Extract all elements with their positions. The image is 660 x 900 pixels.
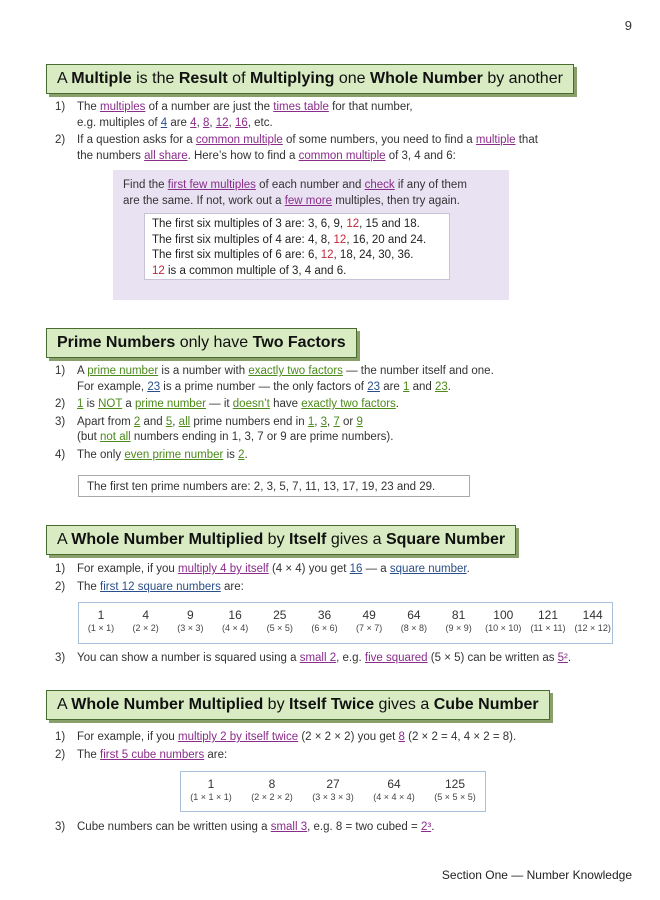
cell-value: 125: [444, 777, 466, 791]
list-item: 2) 1 is NOT a prime number — it doesn’t have exactly two factors.: [55, 398, 399, 410]
table-cell: [123, 608, 169, 634]
cell-value: 27: [326, 777, 340, 791]
cubes-list-2: [55, 820, 615, 838]
cell-value: 1: [207, 777, 215, 791]
squares-list: [55, 562, 615, 597]
cell-value: 8: [268, 777, 276, 791]
table-cell: [525, 608, 571, 634]
multiples-method-box: Find the first few multiples of each number and check if any of them are the same. If not, work out a few more multiples, then try again. The first six multiples of 3 are: 3, 6, 9, 12, 15 and 18. The first six multiples of 4 are: 4, 8, 12, 16, 20 and 24. The first six multiples of 6 are: 6, 12, 18, 24, 30, 36. 12 is a common multiple of 3, 4 and 6.: [113, 170, 509, 300]
list-item: 1) For example, if you multiply 2 by itself twice (2 × 2 × 2) you get 8 (2 × 2 = 4, 4 × 2 = 8).: [55, 731, 517, 743]
cell-value: 4: [142, 608, 150, 622]
cell-formula: (11 × 11): [530, 623, 566, 633]
cube-numbers-table: [180, 771, 486, 812]
primes-header: Prime Numbers only have Two Factors: [46, 328, 357, 358]
cell-formula: (3 × 3): [177, 623, 204, 633]
page-number: 9: [624, 18, 632, 33]
table-cell: [363, 777, 425, 803]
list-item: 1) For example, if you multiply 4 by itself (4 × 4) you get 16 — a square number.: [55, 563, 470, 575]
primes-list: [55, 364, 615, 465]
cubes-list: [55, 730, 615, 765]
cell-value: 9: [187, 608, 194, 622]
cell-formula: (4 × 4): [221, 623, 249, 633]
list-item: 1) The multiples of a number are just the times table for that number, e.g. multiples of 4 are 4, 8, 12, 16, etc.: [55, 101, 413, 129]
table-cell: [346, 608, 392, 634]
table-cell: [180, 777, 242, 803]
list-item: 3) Cube numbers can be written using a small 3, e.g. 8 = two cubed = 2³.: [55, 821, 435, 833]
list-item: 1) A prime number is a number with exactly two factors — the number itself and one. For example, 23 is a prime number — the only factors of 23 are 1 and 23.: [55, 365, 494, 393]
list-item: 2) The first 12 square numbers are:: [55, 580, 244, 593]
multiples-example-box: The first six multiples of 3 are: 3, 6, 9, 12, 15 and 18. The first six multiples of 4 are: 4, 8, 12, 16, 20 and 24. The first six multiples of 6 are: 6, 12, 18, 24, 30, 36. 12 is a common multiple of 3, 4 and 6.: [144, 213, 450, 280]
cubes-header: A Whole Number Multiplied by Itself Twice gives a Cube Number: [46, 690, 550, 720]
list-item: 3) You can show a number is squared using a small 2, e.g. five squared (5 × 5) can be written as 5².: [55, 652, 572, 664]
cell-value: 144: [582, 608, 603, 622]
table-cell: [391, 608, 437, 634]
list-item: 2) The first 5 cube numbers are:: [55, 748, 228, 761]
list-item: 2) If a question asks for a common multiple of some numbers, you need to find a multiple that the numbers all share. Here’s how to find a common multiple of 3, 4 and 6:: [55, 134, 538, 162]
cell-value: 1: [97, 608, 105, 622]
table-cell: [78, 608, 124, 634]
cell-formula: (12 × 12): [574, 623, 611, 633]
cell-value: 16: [228, 608, 242, 622]
cell-value: 64: [407, 608, 421, 622]
cell-formula: (8 × 8): [400, 623, 428, 633]
cell-formula: (5 × 5 × 5): [434, 792, 476, 802]
cell-formula: (2 × 2 × 2): [251, 792, 293, 802]
cell-formula: (9 × 9): [445, 623, 472, 633]
cell-value: 64: [387, 777, 401, 791]
table-cell: [212, 608, 258, 634]
cell-formula: (4 × 4 × 4): [373, 792, 415, 802]
table-cell: [570, 608, 616, 634]
cell-formula: (6 × 6): [311, 623, 338, 633]
multiples-header: A Multiple is the Result of Multiplying one Whole Number by another: [46, 64, 574, 94]
square-numbers-table: [78, 602, 613, 644]
table-cell: [424, 777, 486, 803]
cell-formula: (7 × 7): [356, 623, 383, 633]
table-cell: [257, 608, 303, 634]
cell-value: 100: [493, 608, 514, 622]
table-cell: [302, 777, 364, 803]
cell-value: 25: [273, 608, 287, 622]
cell-formula: (1 × 1 × 1): [190, 792, 232, 802]
list-item: 3) Apart from 2 and 5, all prime numbers end in 1, 3, 7 or 9 (but not all numbers ending in 1, 3, 7 or 9 are prime numbers).: [55, 415, 394, 443]
cell-value: 121: [537, 608, 559, 622]
table-cell: [241, 777, 303, 803]
cell-value: 49: [362, 608, 376, 622]
table-cell: [436, 608, 482, 634]
list-item: 4) The only even prime number is 2.: [55, 448, 248, 461]
squares-list-2: [55, 651, 625, 669]
table-cell: [480, 608, 526, 634]
cell-formula: (1 × 1): [87, 623, 115, 633]
cell-value: 81: [451, 608, 466, 622]
table-cell: [302, 608, 348, 634]
cell-formula: (3 × 3 × 3): [312, 792, 354, 802]
section-footer: Section One — Number Knowledge: [441, 868, 632, 882]
cell-value: 36: [317, 608, 332, 622]
squares-header: A Whole Number Multiplied by Itself gives a Square Number: [46, 525, 516, 555]
table-cell: [167, 608, 213, 634]
first-ten-primes-box: The first ten prime numbers are: 2, 3, 5, 7, 11, 13, 17, 19, 23 and 29.: [78, 475, 470, 497]
cell-formula: (2 × 2): [132, 623, 159, 633]
multiples-list: [55, 100, 615, 166]
cell-formula: (10 × 10): [485, 623, 522, 633]
cell-formula: (5 × 5): [266, 623, 293, 633]
